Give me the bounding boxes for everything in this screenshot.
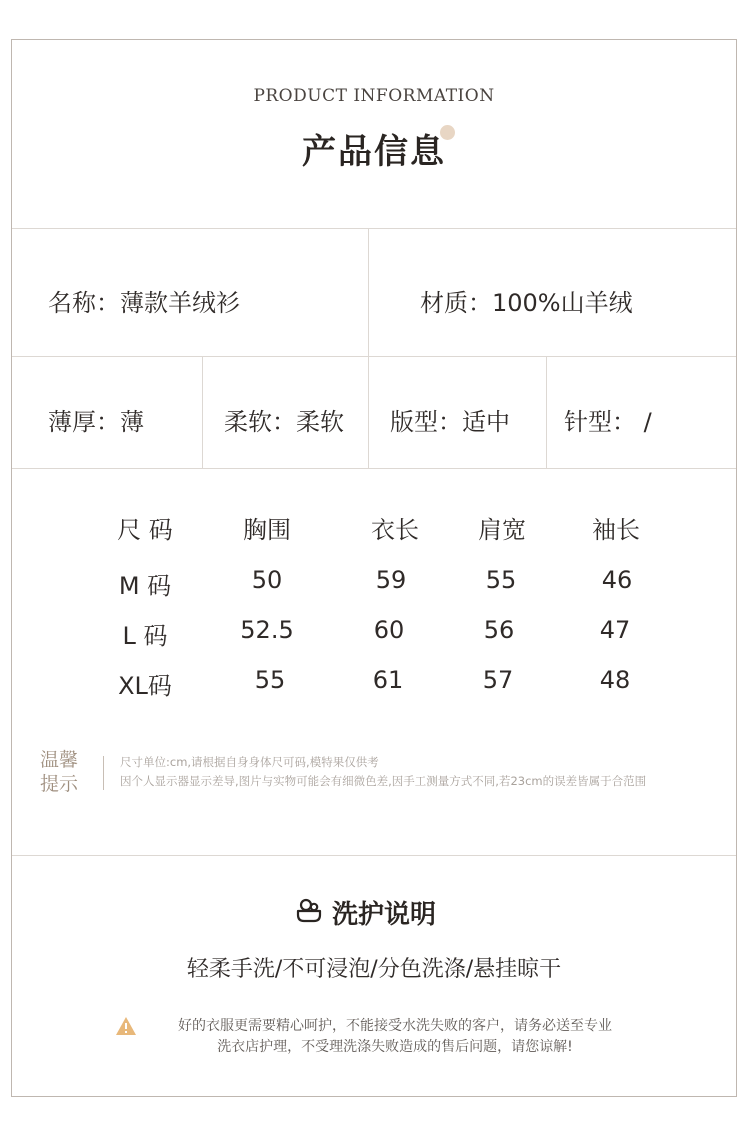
info-name: 名称：薄款羊绒衫 <box>48 289 240 317</box>
table-header-sleeve: 袖长 <box>592 516 640 544</box>
info-softness: 柔软：柔软 <box>224 408 344 436</box>
table-row <box>12 666 736 706</box>
table-header-size: 尺 码 <box>117 516 173 544</box>
table-cell: 46 <box>601 566 633 594</box>
tips-line-1: 尺寸单位:cm,请根据自身身体尺可码,模特果仅供考 <box>120 755 379 769</box>
tips-title-line1: 温馨 <box>40 749 79 771</box>
info-fit: 版型：适中 <box>390 408 510 436</box>
divider <box>12 468 736 469</box>
info-knit: 针型： / <box>564 408 652 436</box>
header-english: PRODUCT INFORMATION <box>253 86 495 106</box>
divider <box>12 228 736 229</box>
table-cell: 52.5 <box>240 616 294 644</box>
table-cell: 60 <box>373 616 405 644</box>
care-warning-line1: 好的衣服更需要精心呵护，不能接受水洗失败的客户，请务必送至专业 <box>178 1018 612 1034</box>
table-header-shoulder: 肩宽 <box>478 516 526 544</box>
warning-triangle-icon <box>115 1016 137 1036</box>
table-cell: M 码 <box>118 572 172 600</box>
table-cell: 61 <box>372 666 404 694</box>
table-row <box>12 616 736 656</box>
care-instructions: 轻柔手洗/不可浸泡/分色洗涤/悬挂晾干 <box>186 957 562 982</box>
info-thickness: 薄厚：薄 <box>48 408 144 436</box>
tips-title <box>40 748 88 796</box>
tips-line-2: 因个人显示器显示差导,图片与实物可能会有细微色差,因手工测量方式不同,若23cm的误差皆属于合范围 <box>120 774 647 788</box>
table-row <box>12 566 736 606</box>
table-cell: 48 <box>599 666 631 694</box>
table-cell: 55 <box>254 666 286 694</box>
table-header-chest: 胸围 <box>243 516 291 544</box>
table-header-length: 衣长 <box>371 516 419 544</box>
care-warning <box>145 1016 645 1058</box>
divider <box>12 855 736 856</box>
table-cell: XL码 <box>118 672 172 700</box>
laundry-basin-icon <box>295 896 323 924</box>
divider <box>12 356 736 357</box>
care-title: 洗护说明 <box>332 900 437 930</box>
size-table-header <box>12 510 736 550</box>
table-cell: 56 <box>483 616 515 644</box>
table-cell: 47 <box>599 616 631 644</box>
table-cell: 55 <box>485 566 517 594</box>
tips-title-line2: 提示 <box>40 773 79 795</box>
care-warning-line2: 洗衣店护理，不受理洗涤失败造成的售后问题，请您谅解! <box>217 1039 573 1055</box>
info-material: 材质：100%山羊绒 <box>420 289 633 317</box>
product-info-card <box>11 39 737 1097</box>
table-cell: 59 <box>375 566 407 594</box>
divider <box>546 356 547 468</box>
page-title: 产品信息 <box>302 132 446 172</box>
tips-divider <box>103 756 104 790</box>
table-cell: 50 <box>251 566 283 594</box>
table-cell: L 码 <box>122 622 168 650</box>
divider <box>202 356 203 468</box>
table-cell: 57 <box>482 666 514 694</box>
divider <box>368 228 369 468</box>
